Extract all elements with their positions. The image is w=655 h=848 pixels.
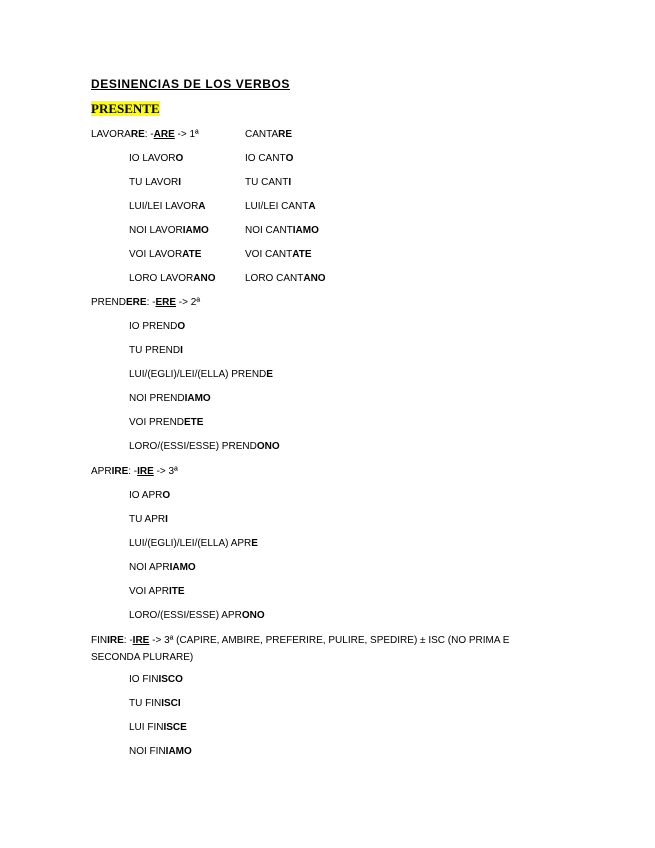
conjugation-line: LUI/(EGLI)/LEI/(ELLA) APRE xyxy=(129,538,258,549)
section-heading-presente xyxy=(91,101,160,117)
conjugation-line: NOI CANTIAMO xyxy=(245,225,319,236)
conjugation-line: LORO CANTANO xyxy=(245,273,326,284)
conjugation-line: LUI FINISCE xyxy=(129,722,187,733)
conjugation-line: VOI APRITE xyxy=(129,586,185,597)
conjugation-line: VOI PRENDETE xyxy=(129,417,204,428)
conjugation-line: NOI LAVORIAMO xyxy=(129,225,209,236)
conjugation-line: VOI CANTATE xyxy=(245,249,312,260)
conjugation-line: NOI PRENDIAMO xyxy=(129,393,211,404)
conjugation-line: TU FINISCI xyxy=(129,698,181,709)
conjugation-line: VOI LAVORATE xyxy=(129,249,202,260)
conjugation-line: IO LAVORO xyxy=(129,153,184,164)
conjugation-line: IO FINISCO xyxy=(129,674,183,685)
conjugation-line: LUI/LEI CANTA xyxy=(245,201,316,212)
conjugation-line: TU PRENDI xyxy=(129,345,183,356)
conjugation-line: LORO/(ESSI/ESSE) PRENDONO xyxy=(129,441,280,452)
conjugation-line: NOI FINIAMO xyxy=(129,746,192,757)
verb-header-aprire: APRIRE: -IRE -> 3ª xyxy=(91,466,178,477)
conjugation-line: TU APRI xyxy=(129,514,168,525)
conjugation-line: NOI APRIAMO xyxy=(129,562,196,573)
conjugation-line: TU LAVORI xyxy=(129,177,182,188)
conjugation-line: LUI/(EGLI)/LEI/(ELLA) PRENDE xyxy=(129,369,273,380)
conjugation-line: LORO LAVORANO xyxy=(129,273,216,284)
document-title: DESINENCIAS DE LOS VERBOS xyxy=(91,77,291,91)
section-heading-text: PRESENTE xyxy=(91,101,160,116)
verb-header-cantare: CANTARE xyxy=(245,129,293,140)
conjugation-line: LUI/LEI LAVORA xyxy=(129,201,206,212)
conjugation-line: TU CANTI xyxy=(245,177,292,188)
verb-header-prendere: PRENDERE: -ERE -> 2ª xyxy=(91,297,201,308)
conjugation-line: LORO/(ESSI/ESSE) APRONO xyxy=(129,610,265,621)
conjugation-line: IO PRENDO xyxy=(129,321,186,332)
conjugation-line: IO APRO xyxy=(129,490,171,501)
verb-header-finire: FINIRE: -IRE -> 3ª (CAPIRE, AMBIRE, PREFERIRE, PULIRE, SPEDIRE) ± ISC (NO PRIMA E SECONDA PLURARE) xyxy=(91,635,510,663)
conjugation-line: IO CANTO xyxy=(245,153,294,164)
verb-header-lavorare: LAVORARE: -ARE -> 1ª xyxy=(91,129,199,140)
